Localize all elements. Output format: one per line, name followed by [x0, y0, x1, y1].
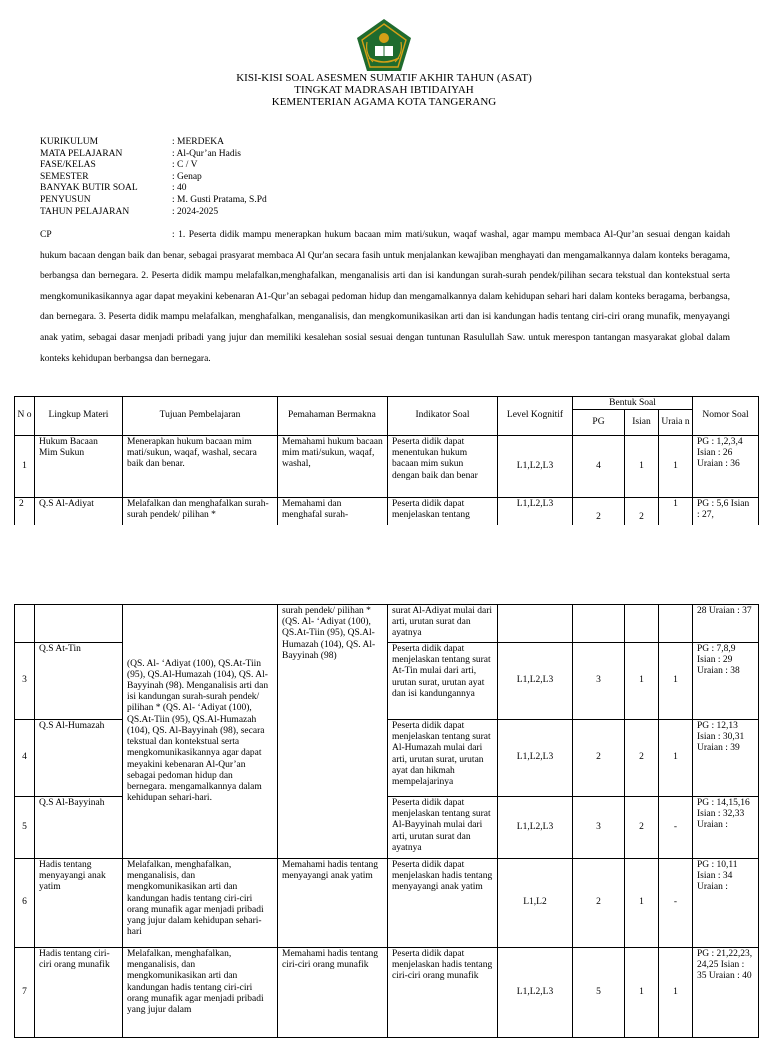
- cell-indikator: Peserta didik dapat menentukan hukum bacaan mim sukun dengan baik dan benar: [388, 436, 498, 498]
- cell-lingkup: Hadis tentang ciri-ciri orang munafik: [35, 948, 123, 1038]
- table-row: [15, 948, 759, 1038]
- table-row: [15, 436, 759, 498]
- cell-uraian: 1: [659, 436, 693, 498]
- cell-pg: 4: [573, 436, 625, 498]
- cell-uraian: -: [659, 859, 693, 948]
- metadata-block: [40, 137, 267, 218]
- cell-level: [498, 605, 573, 643]
- meta-value: : 2024-2025: [172, 206, 219, 217]
- cell-no: 7: [15, 948, 35, 1038]
- meta-value: : 40: [172, 183, 187, 194]
- cell-level: L1,L2: [498, 859, 573, 948]
- cell-level: L1,L2,L3: [498, 643, 573, 720]
- cell-indikator: Peserta didik dapat menjelaskan tentang surat At-Tin mulai dari arti, urutan surat, urutan ayat dan isi kandungannya: [388, 643, 498, 720]
- cell-pemahaman: Memahami hukum bacaan mim mati/sukun, waqaf, washal,: [278, 436, 388, 498]
- cp-label: CP: [40, 230, 52, 240]
- cell-tujuan: Melafalkan, menghafalkan, menganalisis, dan mengkomunikasikan arti dan kandungan hadis tentang ciri-ciri orang munafik agar menjadi pribadi yang jujur dalam: [123, 948, 278, 1038]
- meta-value: : Al-Qur’an Hadis: [172, 148, 241, 159]
- cell-level: L1,L2,L3: [498, 498, 573, 538]
- cell-level: L1,L2,L3: [498, 948, 573, 1038]
- cell-indikator: Peserta didik dapat menjelaskan hadis tentang menyayangi anak yatim: [388, 859, 498, 948]
- kisi-kisi-table-continued: [14, 604, 759, 1038]
- capaian-pembelajaran: [40, 225, 730, 369]
- cell-pg: 3: [573, 797, 625, 859]
- meta-key: KURIKULUM: [40, 137, 99, 147]
- cell-pemahaman: Memahami hadis tentang ciri-ciri orang munafik: [278, 948, 388, 1038]
- cell-lingkup: [35, 605, 123, 643]
- header-pemahaman: Pemahaman Bermakna: [278, 397, 388, 436]
- cell-level: L1,L2,L3: [498, 436, 573, 498]
- cell-isian: 1: [625, 436, 659, 498]
- cell-nomor: PG : 7,8,9 Isian : 29 Uraian : 38: [693, 643, 759, 720]
- table-row: [15, 605, 759, 643]
- cell-lingkup: Q.S Al-Bayyinah: [35, 797, 123, 859]
- cell-isian: 2: [625, 797, 659, 859]
- cell-no: [15, 605, 35, 643]
- cell-isian: 1: [625, 859, 659, 948]
- table-row: [15, 859, 759, 948]
- cell-no: 5: [15, 797, 35, 859]
- header-indikator: Indikator Soal: [388, 397, 498, 436]
- meta-key: SEMESTER: [40, 171, 89, 182]
- cell-tujuan: (QS. Al- ‘Adiyat (100), QS.At-Tiin (95), QS.Al-Humazah (104), QS. Al-Bayyinah (98). Menganalisis arti dan isi kandungan surah-surah pendek/ pilihan * (QS. Al- ‘Adiyat (100), QS.At-Tiin (95), QS.Al-Humazah (104), QS. Al-Bayyinah (98), secara tekstual dan kontekstual serta mengkomunikasikannya agar dapat meyakini kebenaran Al-Qur’an sebagai pedoman hidup dan bernegara. mengamalkannya dalam kehidupan sehari-hari.: [123, 605, 278, 859]
- header-isian: Isian: [625, 410, 659, 436]
- cell-pemahaman: Memahami hadis tentang menyayangi anak yatim: [278, 859, 388, 948]
- doc-subtitle: TINGKAT MADRASAH IBTIDAIYAH: [294, 84, 474, 96]
- cell-nomor: PG : 5,6 Isian : 27,: [693, 498, 759, 538]
- meta-value: : M. Gusti Pratama, S.Pd: [172, 194, 267, 205]
- cell-indikator: Peserta didik dapat menjelaskan tentang: [388, 498, 498, 538]
- header-level: Level Kognitif: [498, 397, 573, 436]
- cell-no: 2: [15, 498, 35, 538]
- cell-uraian: [659, 605, 693, 643]
- cell-nomor: PG : 10,11 Isian : 34 Uraian :: [693, 859, 759, 948]
- cell-level: L1,L2,L3: [498, 720, 573, 797]
- cell-lingkup: Q.S Al-Humazah: [35, 720, 123, 797]
- cell-isian: 2: [625, 498, 659, 538]
- cell-nomor: PG : 12,13 Isian : 30,31 Uraian : 39: [693, 720, 759, 797]
- cell-indikator: surat Al-Adiyat mulai dari arti, urutan surat dan ayatnya: [388, 605, 498, 643]
- cp-text: : 1. Peserta didik mampu menerapkan hukum bacaan mim mati/sukun, waqaf washal, agar mampu membaca Al-Qur’an sesuai dengan kaidah hukum bacaan dengan baik dan benar, sebagai prasyarat membaca Al Qur'an secara fasih untuk menjalankan kewajiban menghayati dan mengamalkannya dalam konteks beragama, berbangsa dan bernegara. 2. Peserta didik mampu melafalkan,menghafalkan, menganalisis arti dan isi kandungan surah-surah pendek/pilihan secara tekstual dan kontekstual serta mengkomunikasikannya agar dapat meyakini kebenaran A1-Qur’an sebagai pedoman hidup dan mengamalkannya dalam kehidupan sehari hari dalam konteks beragama, berbangsa, dan bernegara. 3. Peserta didik mampu melafalkan, menghafalkan, menganalisis, dan mengkomunikasikan arti dan isi kandungan hadis tentang ciri-ciri orang munafik, menyayangi anak yatim, sebagai dasar menjadi pribadi yang jujur dan memiliki kesalehan sosial sesuai dengan tuntunan Rasulullah Saw. untuk merespon tantangan masyarakat global dalam konteks kehidupan berbangsa dan bernegara.: [40, 230, 730, 364]
- meta-key: TAHUN PELAJARAN: [40, 206, 130, 217]
- header-bentuk-soal: Bentuk Soal: [573, 397, 693, 410]
- cell-no: 3: [15, 643, 35, 720]
- cell-uraian: 1: [659, 720, 693, 797]
- cell-pemahaman: Memahami dan menghafal surah-: [278, 498, 388, 538]
- cell-isian: 1: [625, 643, 659, 720]
- cell-nomor: PG : 21,22,23, 24,25 Isian : 35 Uraian : 40: [693, 948, 759, 1038]
- cell-indikator: Peserta didik dapat menjelaskan tentang surat Al-Humazah mulai dari arti, urutan surat, urutan ayat dan hikmah mempelajarinya: [388, 720, 498, 797]
- doc-title: KISI-KISI SOAL ASESMEN SUMATIF AKHIR TAHUN (ASAT): [236, 72, 532, 84]
- cell-nomor: PG : 1,2,3,4 Isian : 26 Uraian : 36: [693, 436, 759, 498]
- cell-tujuan: Melafalkan dan menghafalkan surah-surah pendek/ pilihan *: [123, 498, 278, 538]
- cell-uraian: 1: [659, 498, 693, 538]
- cell-level: L1,L2,L3: [498, 797, 573, 859]
- cell-tujuan: Melafalkan, menghafalkan, menganalisis, dan mengkomunikasikan arti dan kandungan hadis tentang ciri-ciri orang munafik agar menjadi pribadi yang jujur dalam kehidupan sehari-hari: [123, 859, 278, 948]
- cell-pg: [573, 605, 625, 643]
- cell-indikator: Peserta didik dapat menjelaskan tentang surat Al-Bayyinah mulai dari arti, urutan surat dan ayatnya: [388, 797, 498, 859]
- cell-uraian: -: [659, 797, 693, 859]
- cell-no: 1: [15, 436, 35, 498]
- cell-indikator: Peserta didik dapat menjelaskan hadis tentang ciri-ciri orang munafik: [388, 948, 498, 1038]
- cell-uraian: 1: [659, 948, 693, 1038]
- cell-pg: 3: [573, 643, 625, 720]
- header-uraian: Uraia n: [659, 410, 693, 436]
- kemenag-logo-icon: [355, 18, 413, 72]
- header-nomor-soal: Nomor Soal: [693, 397, 759, 436]
- meta-key: FASE/KELAS: [40, 160, 96, 171]
- header-lingkup: Lingkup Materi: [35, 397, 123, 436]
- header-no: N o: [15, 397, 35, 436]
- cell-lingkup: Q.S At-Tin: [35, 643, 123, 720]
- meta-value: : MERDEKA: [172, 137, 224, 147]
- cell-pg: 2: [573, 498, 625, 538]
- meta-value: : Genap: [172, 171, 202, 182]
- cell-lingkup: Hukum Bacaan Mim Sukun: [35, 436, 123, 498]
- page-break: [0, 525, 768, 603]
- cell-pg: 2: [573, 720, 625, 797]
- meta-key: BANYAK BUTIR SOAL: [40, 183, 138, 194]
- cell-isian: 1: [625, 948, 659, 1038]
- cell-pg: 5: [573, 948, 625, 1038]
- meta-key: PENYUSUN: [40, 194, 91, 205]
- meta-value: : C / V: [172, 160, 198, 171]
- doc-institution: KEMENTERIAN AGAMA KOTA TANGERANG: [271, 96, 497, 108]
- header-tujuan: Tujuan Pembelajaran: [123, 397, 278, 436]
- cell-uraian: 1: [659, 643, 693, 720]
- cell-no: 6: [15, 859, 35, 948]
- cell-nomor: 28 Uraian : 37: [693, 605, 759, 643]
- cell-isian: 2: [625, 720, 659, 797]
- cell-no: 4: [15, 720, 35, 797]
- cell-lingkup: Q.S Al-Adiyat: [35, 498, 123, 538]
- cell-lingkup: Hadis tentang menyayangi anak yatim: [35, 859, 123, 948]
- cell-pemahaman: surah pendek/ pilihan * (QS. Al- ‘Adiyat (100), QS.At-Tiin (95), QS.Al-Humazah (104), QS. Al-Bayyinah (98): [278, 605, 388, 859]
- cell-pg: 2: [573, 859, 625, 948]
- meta-key: MATA PELAJARAN: [40, 148, 123, 159]
- cell-nomor: PG : 14,15,16 Isian : 32,33 Uraian :: [693, 797, 759, 859]
- cell-isian: [625, 605, 659, 643]
- kisi-kisi-table: [14, 396, 759, 538]
- cell-tujuan: Menerapkan hukum bacaan mim mati/sukun, waqaf, washal, secara baik dan benar.: [123, 436, 278, 498]
- header-pg: PG: [573, 410, 625, 436]
